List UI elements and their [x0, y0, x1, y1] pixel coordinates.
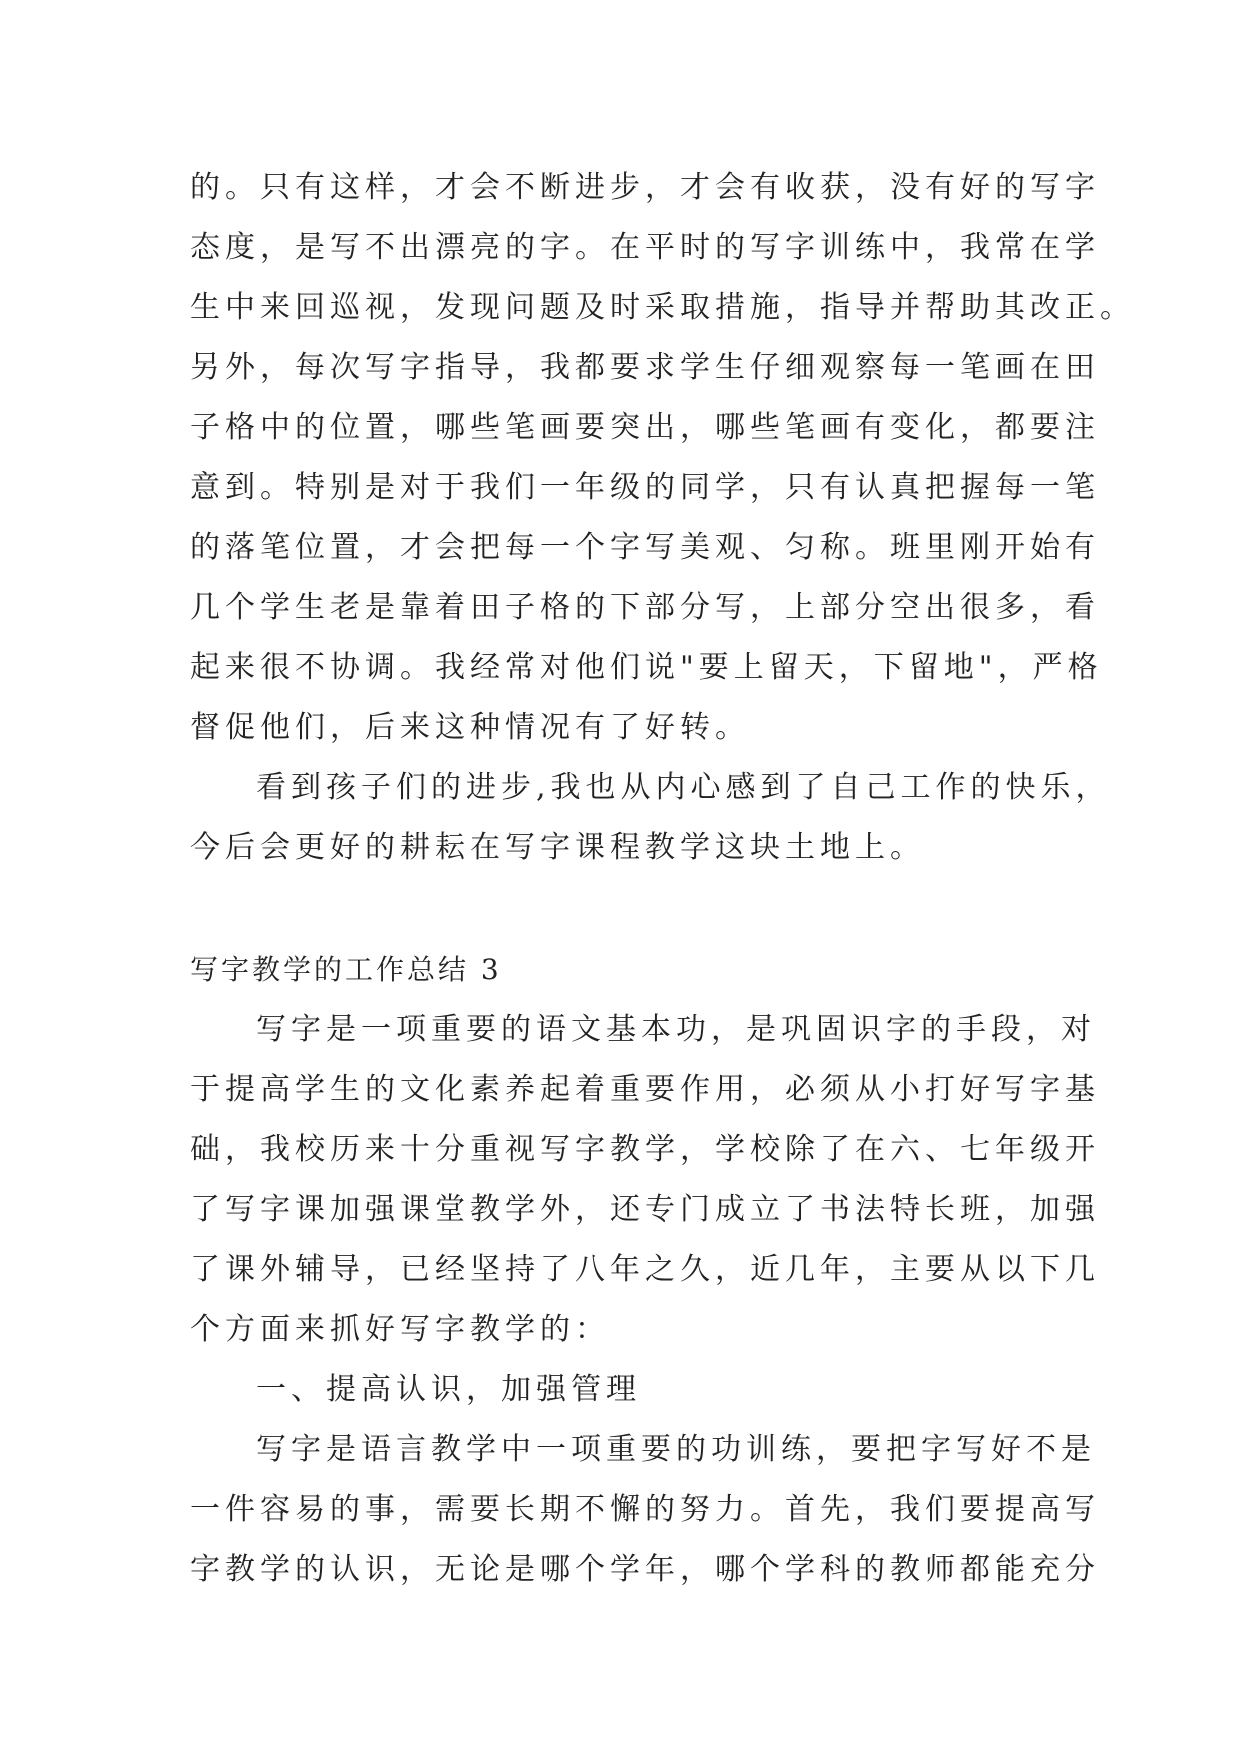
- text-line: 起来很不协调。我经常对他们说"要上留天，下留地"，严格: [190, 650, 1103, 685]
- text-line: 子格中的位置，哪些笔画要突出，哪些笔画有变化，都要注: [190, 410, 1100, 445]
- text-line: 了写字课加强课堂教学外，还专门成立了书法特长班，加强: [190, 1192, 1100, 1227]
- text-line: 个方面来抓好写字教学的：: [190, 1312, 610, 1347]
- section-summary-3: [190, 940, 1100, 1600]
- paragraph-continuation: [190, 158, 1135, 758]
- text-line: 写字是一项重要的语文基本功，是巩固识字的手段，对: [256, 1012, 1096, 1047]
- text-line: 另外，每次写字指导，我都要求学生仔细观察每一笔画在田: [190, 350, 1100, 385]
- text-line: 的落笔位置，才会把每一个字写美观、匀称。班里刚开始有: [190, 530, 1100, 565]
- text-line: 一件容易的事，需要长期不懈的努力。首先，我们要提高写: [190, 1492, 1100, 1527]
- text-line: 了课外辅导，已经坚持了八年之久，近几年，主要从以下几: [190, 1252, 1100, 1287]
- text-line: 督促他们，后来这种情况有了好转。: [190, 710, 750, 745]
- paragraph-closing: [190, 758, 1111, 878]
- document-body: [190, 158, 1135, 1600]
- text-line: 今后会更好的耕耘在写字课程教学这块土地上。: [190, 830, 925, 865]
- text-line: 于提高学生的文化素养起着重要作用，必须从小打好写字基: [190, 1072, 1100, 1107]
- section-gap: [190, 878, 1050, 940]
- text-line: 础，我校历来十分重视写字教学，学校除了在六、七年级开: [190, 1132, 1100, 1167]
- text-line: 态度，是写不出漂亮的字。在平时的写字训练中，我常在学: [190, 230, 1100, 265]
- text-line: 意到。特别是对于我们一年级的同学，只有认真把握每一笔: [190, 470, 1100, 505]
- text-line: 生中来回巡视，发现问题及时采取措施，指导并帮助其改正。: [190, 290, 1135, 325]
- text-line: 字教学的认识，无论是哪个学年，哪个学科的教师都能充分: [190, 1552, 1100, 1587]
- text-line: 几个学生老是靠着田子格的下部分写，上部分空出很多，看: [190, 590, 1100, 625]
- subsection-heading: 一、提高认识，加强管理: [256, 1372, 641, 1407]
- text-line: 的。只有这样，才会不断进步，才会有收获，没有好的写字: [190, 170, 1100, 205]
- text-line: 写字是语言教学中一项重要的功训练，要把字写好不是: [256, 1432, 1096, 1467]
- text-line: 看到孩子们的进步,我也从内心感到了自己工作的快乐，: [256, 770, 1111, 805]
- section-heading: 写字教学的工作总结 3: [190, 953, 502, 986]
